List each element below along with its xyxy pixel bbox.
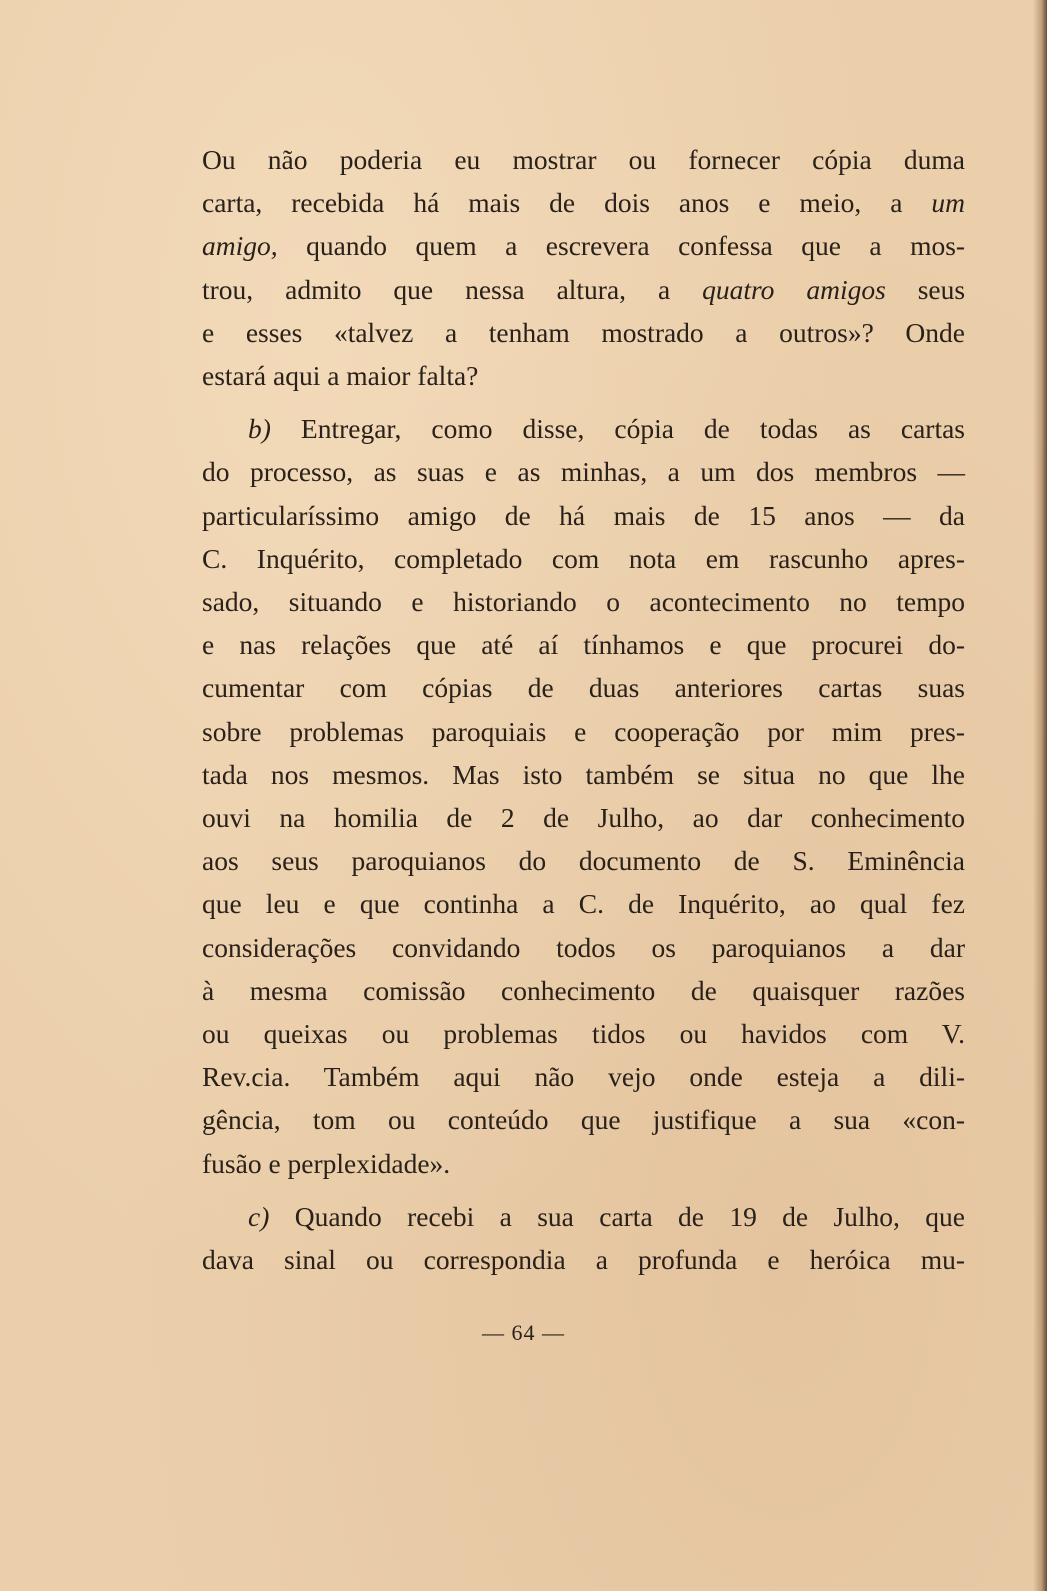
text-line: à mesma comissão conhecimento de quaisquer razões [202, 974, 965, 1006]
text-line: ou queixas ou problemas tidos ou havidos com V. [202, 1018, 965, 1050]
text-line: sobre problemas paroquiais e cooperação por mim pres- [202, 715, 965, 747]
text-line: C. Inquérito, completado com nota em rascunho apres- [202, 542, 965, 574]
text-line: b) Entregar, como disse, cópia de todas as cartas [248, 413, 965, 445]
text-line: considerações convidando todos os paroquianos a dar [202, 931, 965, 963]
paragraph-gap [202, 397, 965, 407]
body-text [202, 138, 965, 1281]
text-line: e esses «talvez a tenham mostrado a outros»? Onde [202, 316, 965, 348]
page-edge-shadow [1033, 0, 1047, 1591]
text-line: ouvi na homilia de 2 de Julho, ao dar conhecimento [202, 802, 965, 834]
text-line: tada nos mesmos. Mas isto também se situa no que lhe [202, 758, 965, 790]
text-line: cumentar com cópias de duas anteriores cartas suas [202, 672, 965, 704]
text-line: Rev.cia. Também aqui não vejo onde esteja a dili- [202, 1061, 965, 1093]
text-line: sado, situando e historiando o acontecimento no tempo [202, 586, 965, 618]
paragraph-1 [202, 138, 965, 397]
paragraph-gap [202, 1185, 965, 1195]
text-line: Ou não poderia eu mostrar ou fornecer cópia duma [202, 144, 965, 175]
text-line: amigo, quando quem a escrevera confessa que a mos- [202, 230, 966, 262]
text-line: carta, recebida há mais de dois anos e meio, a um [202, 187, 966, 219]
page-number: — 64 — [482, 1320, 565, 1345]
text-line: trou, admito que nessa altura, a quatro amigos seus [202, 273, 966, 305]
paragraph-3 [202, 1195, 965, 1281]
paragraph-2 [202, 407, 965, 1185]
text-line: estará aqui a maior falta? [202, 360, 479, 392]
text-line: do processo, as suas e as minhas, a um dos membros — [202, 456, 965, 488]
text-line: gência, tom ou conteúdo que justifique a sua «con- [202, 1104, 965, 1136]
text-line: aos seus paroquianos do documento de S. Eminência [202, 845, 965, 877]
text-line: particularíssimo amigo de há mais de 15 anos — da [202, 499, 965, 531]
text-line: dava sinal ou correspondia a profunda e heróica mu- [202, 1244, 965, 1276]
text-line: que leu e que continha a C. de Inquérito, ao qual fez [202, 888, 965, 920]
text-line: c) Quando recebi a sua carta de 19 de Julho, que [248, 1200, 965, 1232]
text-line: e nas relações que até aí tínhamos e que procurei do- [202, 629, 965, 661]
text-line: fusão e perplexidade». [202, 1147, 451, 1179]
